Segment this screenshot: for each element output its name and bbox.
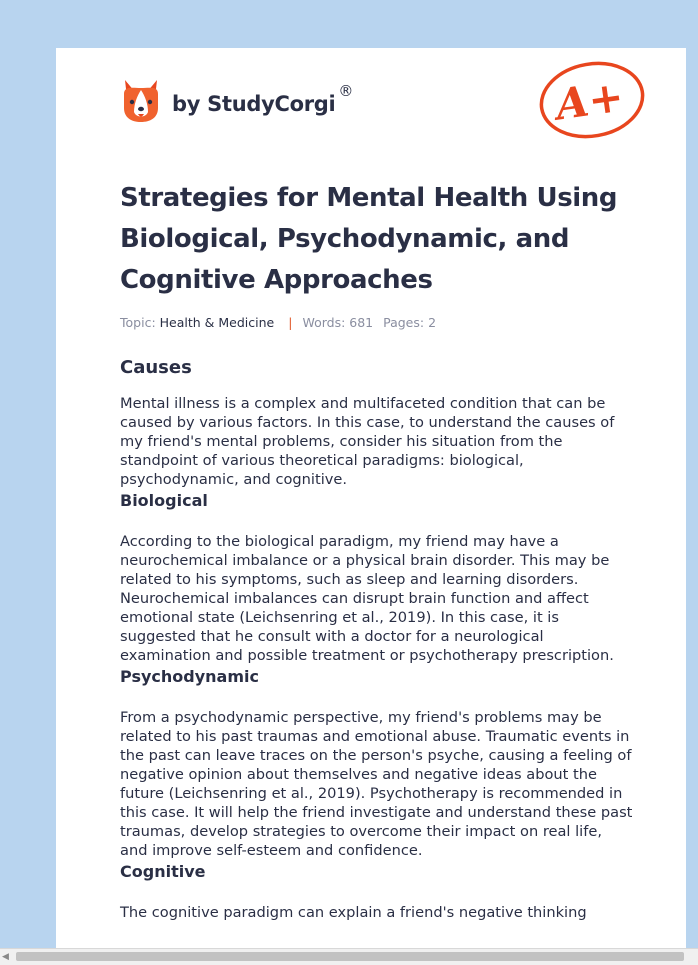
topic-link[interactable]: Health & Medicine xyxy=(159,315,275,330)
section-heading-causes: Causes xyxy=(120,357,192,378)
document-page xyxy=(56,48,686,964)
registered-mark: ® xyxy=(338,82,354,100)
subheading-cognitive: Cognitive xyxy=(120,862,206,881)
page-count: Pages: 2 xyxy=(383,315,437,330)
horizontal-scrollbar[interactable] xyxy=(0,948,698,965)
document-meta xyxy=(120,315,634,330)
scroll-left-arrow-icon[interactable]: ◀ xyxy=(2,952,9,962)
subheading-biological: Biological xyxy=(120,491,208,510)
word-count: Words: 681 xyxy=(302,315,374,330)
paragraph-causes: Mental illness is a complex and multifaceted condition that can be caused by various factors. In this case, to understand the causes of my friend's mental problems, consider his situation from the standpoint of various theoretical paradigms: biological, psychodynamic, and cognitive. xyxy=(120,395,615,488)
meta-separator: | xyxy=(288,315,293,330)
subheading-psychodynamic: Psychodynamic xyxy=(120,667,259,686)
paragraph-biological: According to the biological paradigm, my friend may have a neurochemical imbalance or a physical brain disorder. This may be related to his symptoms, such as sleep and learning disorders. Neurochemical imbalances can disrupt brain function and affect emotional state (Leichsenring et al., 2019). In this case, it is suggested that he consult with a doctor for a neurological examination and possible treatment or psychotherapy prescription. xyxy=(120,533,614,664)
document-content xyxy=(120,178,634,922)
brand-header xyxy=(120,76,353,126)
corgi-logo-icon xyxy=(120,78,162,124)
scrollbar-thumb[interactable] xyxy=(16,952,684,961)
topic-label: Topic: xyxy=(120,315,156,330)
paragraph-cognitive: The cognitive paradigm can explain a friend's negative thinking xyxy=(120,904,587,921)
paragraph-psychodynamic: From a psychodynamic perspective, my friend's problems may be related to his past traumas and emotional abuse. Traumatic events in the past can leave traces on the person's psyche, causing a feeling of negative opinion about themselves and negative ideas about the future (Leichsenring et al., 2019). Psychotherapy is recommended in this case. It will help the friend investigate and understand these past traumas, develop strategies to overcome their impact on real life, and improve self-esteem and confidence. xyxy=(120,709,633,859)
grade-badge-icon xyxy=(536,58,648,142)
page-title: Strategies for Mental Health Using Biological, Psychodynamic, and Cognitive Approaches xyxy=(120,183,618,295)
brand-name: by StudyCorgi® xyxy=(172,82,354,116)
grade-badge-text: A+ xyxy=(552,71,627,130)
